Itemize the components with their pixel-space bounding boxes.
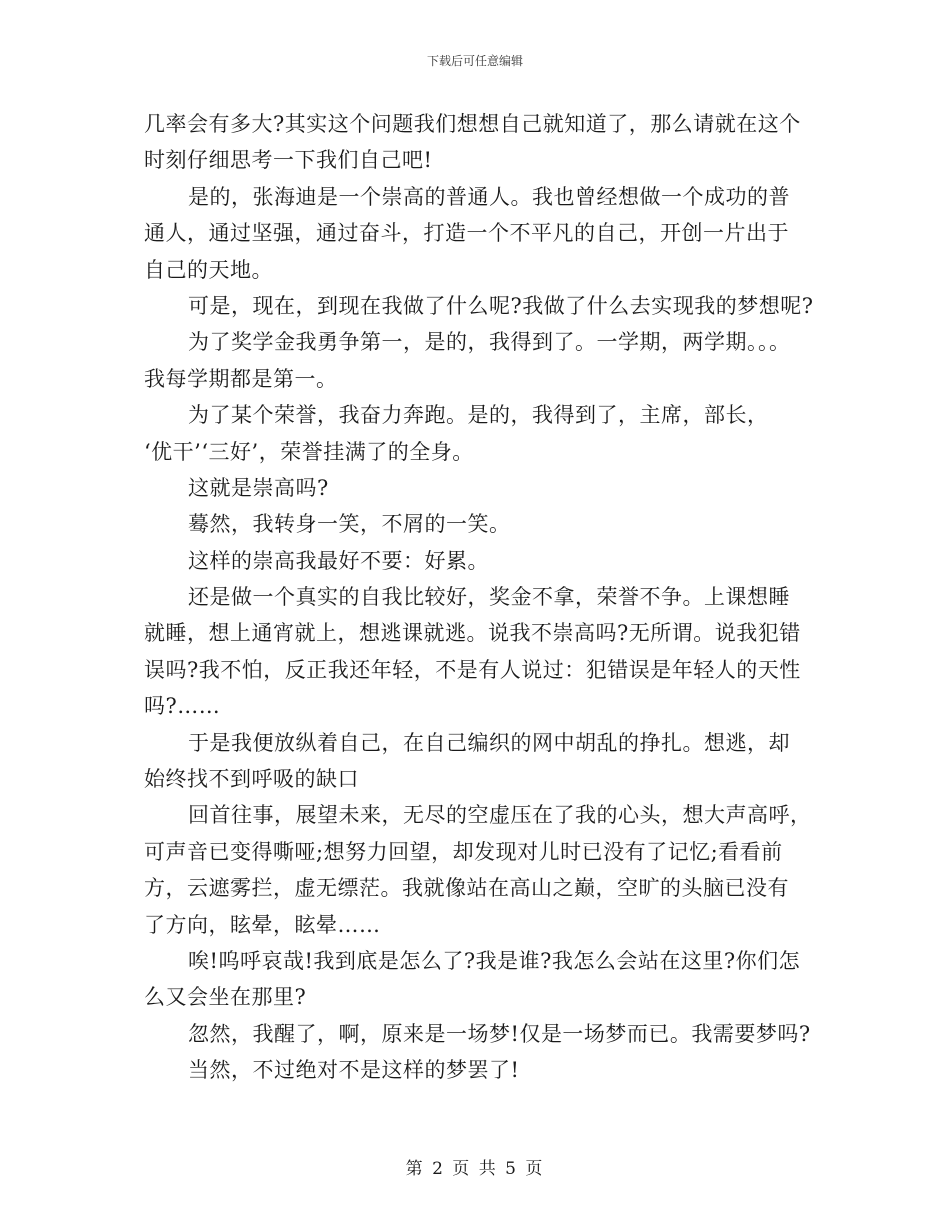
text-line-24: 唉!呜呼哀哉!我到底是怎么了?我是谁?我怎么会站在这里?你们怎: [188, 948, 801, 973]
document-body: [144, 106, 824, 1089]
text-line-6: 可是，现在，到现在我做了什么呢?我做了什么去实现我的梦想呢?: [188, 293, 814, 318]
text-line-22: 方，云遮雾拦，虚无缥茫。我就像站在高山之巅，空旷的头脑已没有: [144, 876, 789, 901]
page-header: 下载后可任意编辑: [426, 54, 523, 68]
text-line-2: 时刻仔细思考一下我们自己吧!: [144, 148, 433, 173]
text-line-3: 是的，张海迪是一个崇高的普通人。我也曾经想做一个成功的普: [188, 184, 790, 209]
text-line-5: 自己的天地。: [144, 257, 273, 282]
text-line-21: 可声音已变得嘶哑;想努力回望，却发现对儿时已没有了记忆;看看前: [144, 839, 783, 864]
text-line-4: 通人，通过坚强，通过奋斗，打造一个不平凡的自己，开创一片出于: [144, 221, 789, 246]
text-line-14: 还是做一个真实的自我比较好，奖金不拿，荣誉不争。上课想睡: [188, 585, 790, 610]
text-line-25: 么又会坐在那里?: [144, 985, 307, 1010]
text-line-27: 当然，不过绝对不是这样的梦罢了!: [188, 1058, 520, 1083]
text-line-9: 为了某个荣誉，我奋力奔跑。是的，我得到了，主席，部长，: [188, 403, 769, 428]
page-number-footer: 第 2 页 共 5 页: [405, 1159, 545, 1179]
text-line-8: 我每学期都是第一。: [144, 366, 338, 391]
text-line-18: 于是我便放纵着自己，在自己编织的网中胡乱的挣扎。想逃，却: [188, 730, 790, 755]
text-line-10: ‘优干’‘三好’，荣誉挂满了的全身。: [144, 439, 474, 464]
text-line-20: 回首往事，展望未来，无尽的空虚压在了我的心头，想大声高呼，: [188, 803, 812, 828]
text-line-23: 了方向，眩晕，眩晕……: [144, 912, 381, 937]
text-line-13: 这样的崇高我最好不要：好累。: [188, 548, 489, 573]
text-line-19: 始终找不到呼吸的缺口: [144, 767, 359, 792]
text-line-11: 这就是崇高吗?: [188, 475, 329, 500]
text-line-1: 几率会有多大?其实这个问题我们想想自己就知道了，那么请就在这个: [144, 112, 801, 136]
text-line-26: 忽然，我醒了，啊，原来是一场梦!仅是一场梦而已。我需要梦吗?: [188, 1021, 811, 1046]
text-line-17: 吗?……: [144, 694, 221, 719]
text-line-7: 为了奖学金我勇争第一，是的，我得到了。一学期，两学期。。。: [188, 330, 791, 355]
text-line-12: 蓦然，我转身一笑，不屑的一笑。: [188, 512, 511, 537]
text-line-16: 误吗?我不怕，反正我还年轻，不是有人说过：犯错误是年轻人的天性: [144, 657, 801, 682]
text-line-15: 就睡，想上通宵就上，想逃课就逃。说我不崇高吗?无所谓。说我犯错: [144, 621, 801, 646]
